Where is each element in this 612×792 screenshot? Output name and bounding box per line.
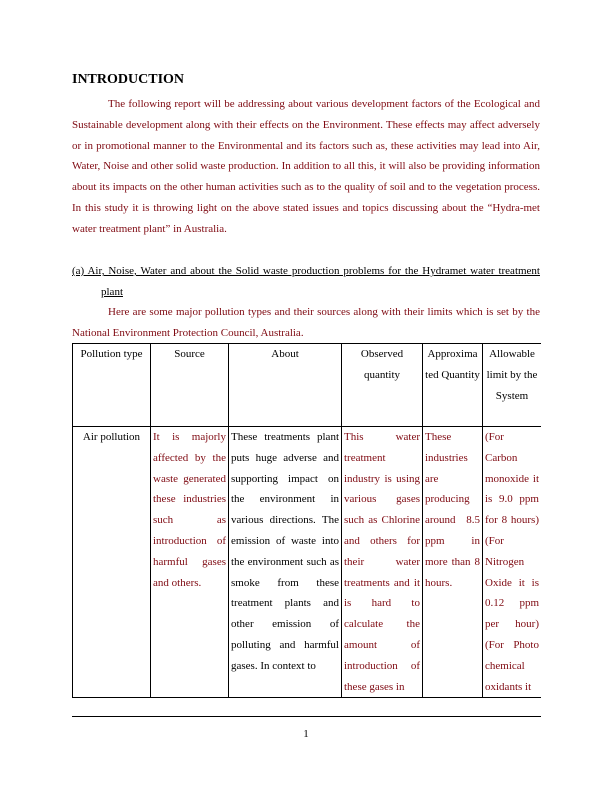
cell-allowable-limit: (For Carbon monoxide it is 9.0 ppm for 8 hours) (For Nitrogen Oxide it is 0.12 ppm per hour) (For Photo chemical oxidants it xyxy=(483,427,542,698)
pollution-table-container xyxy=(72,343,541,717)
cell-source: It is majorly affected by the waste generated these industries such as introduction of harmful gases and others. xyxy=(151,427,229,698)
table-row xyxy=(73,427,542,698)
cell-approximated-quantity: These industries are producing around 8.5 ppm in more than 8 hours. xyxy=(423,427,483,698)
cell-observed-quantity: This water treatment industry is using various gases such as Chlorine and others for their water treatments and it is hard to calculate the amount of introduction of these gases in xyxy=(342,427,423,698)
pollution-table xyxy=(72,343,541,698)
header-allowable-limit: Allowable limit by the System xyxy=(483,344,542,427)
header-pollution-type: Pollution type xyxy=(73,344,151,427)
page-number: 1 xyxy=(303,728,309,740)
header-about: About xyxy=(229,344,342,427)
header-source: Source xyxy=(151,344,229,427)
header-approximated-quantity: Approxima ted Quantity xyxy=(423,344,483,427)
section-heading: INTRODUCTION xyxy=(72,72,185,87)
cell-about: These treatments plant puts huge adverse and supporting impact on the environment in various directions. The emission of waste into the environment such as smoke from these treatment plants and other emission of polluting and harmful gases. In context to xyxy=(229,427,342,698)
header-observed-quantity: Observed quantity xyxy=(342,344,423,427)
table-header-row xyxy=(73,344,542,427)
intro-paragraph: The following report will be addressing about various development factors of the Ecological and Sustainable development along with their effects on the Environment. These effects may affect adversely or in promotional manner to the Environmental and its factors such as, these activities may lead into Air, Water, Noise and other solid waste production. In addition to all this, it will also be providing information about its impacts on the other human activities such as to the quality of soil and to the vegetation process. In this study it is throwing light on the above stated issues and topics discussing about the “Hydra-met water treatment plant” in Australia. xyxy=(72,98,540,235)
cell-pollution-type: Air pollution xyxy=(73,427,151,698)
pollution-intro-paragraph: Here are some major pollution types and their sources along with their limits which is set by the National Environment Protection Council, Australia. xyxy=(72,306,540,339)
subheading: (a) Air, Noise, Water and about the Solid waste production problems for the Hydramet water treatment plant xyxy=(72,265,540,298)
